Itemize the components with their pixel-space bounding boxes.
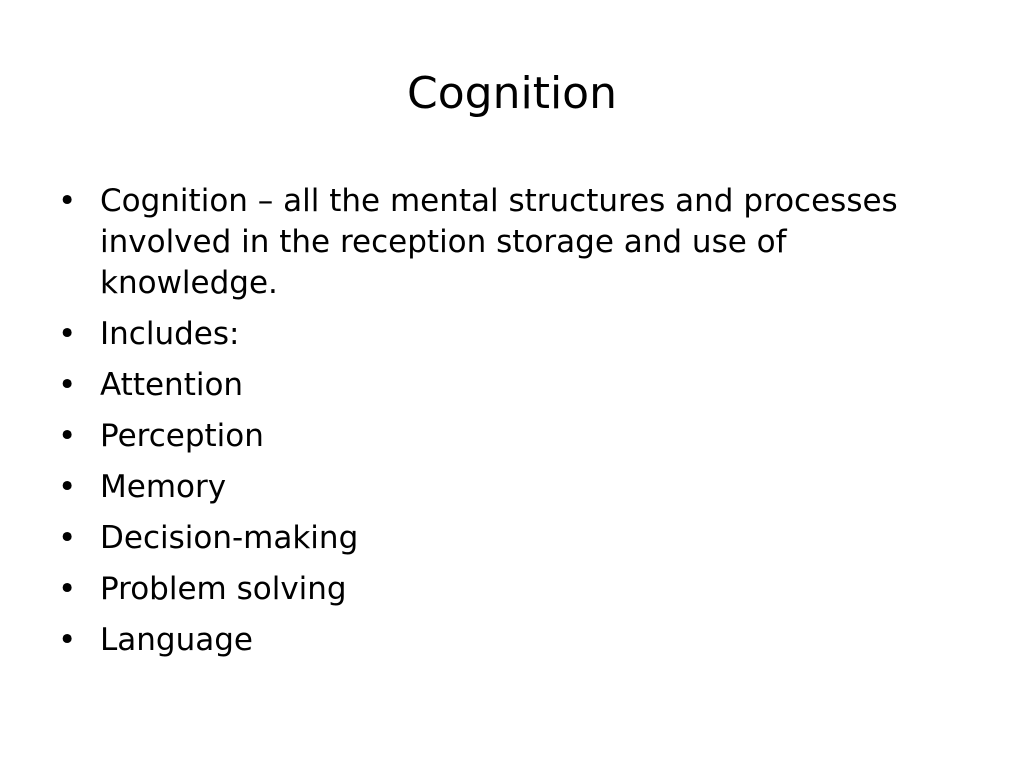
bullet-text: Cognition – all the mental structures and processes involved in the reception storage and use of knowledge. <box>100 183 898 301</box>
bullet-text: Decision-making <box>100 520 359 556</box>
bullet-icon: • <box>58 418 77 454</box>
bullet-text: Memory <box>100 469 227 505</box>
slide-title: Cognition <box>407 68 617 119</box>
bullet-item-includes <box>58 314 958 355</box>
bullet-icon: • <box>58 183 77 219</box>
bullet-item-language <box>58 620 958 661</box>
bullet-item-definition <box>58 181 958 304</box>
bullet-text: Attention <box>100 367 244 403</box>
bullet-icon: • <box>58 571 77 607</box>
bullet-item-memory <box>58 467 958 508</box>
bullet-item-decision-making <box>58 518 958 559</box>
bullet-icon: • <box>58 520 77 556</box>
bullet-item-problem-solving <box>58 569 958 610</box>
bullet-icon: • <box>58 316 77 352</box>
bullet-item-attention <box>58 365 958 406</box>
bullet-text: Language <box>100 622 253 658</box>
bullet-icon: • <box>58 469 77 505</box>
bullet-text: Problem solving <box>100 571 347 607</box>
bullet-list <box>58 181 958 671</box>
bullet-text: Perception <box>100 418 264 454</box>
bullet-item-perception <box>58 416 958 457</box>
bullet-icon: • <box>58 367 77 403</box>
bullet-text: Includes: <box>100 316 240 352</box>
bullet-icon: • <box>58 622 77 658</box>
